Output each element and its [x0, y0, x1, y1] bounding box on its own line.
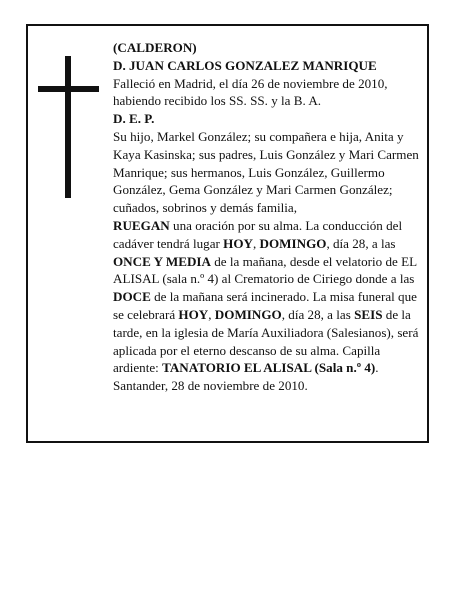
hoy-label: HOY — [223, 235, 253, 251]
hoy-label-2: HOY — [178, 306, 209, 322]
place-date: Santander, 28 de noviembre de 2010. — [113, 378, 308, 394]
deceased-name: D. JUAN CARLOS GONZALEZ MANRIQUE — [113, 57, 377, 73]
family-list: Su hijo, Markel González; su compañera e hija, Anita y Kaya Kasinska; sus padres, Luis González y Mari Carmen Manrique; sus hermanos, Luis González, Guillermo González, Gema González y Mari Carmen González; cuñados, sobrinos y demás familia, — [113, 128, 419, 216]
death-announcement: Falleció en Madrid, el día 26 de noviembre de 2010, habiendo recibido los SS. SS. y la B. A. — [113, 75, 388, 109]
doce-label: DOCE — [113, 289, 151, 305]
funeral-text-3: de la mañana, desde el velatorio de EL ALISAL (sala n.º 4) al Crematorio de Ciriego donde a las — [113, 253, 417, 287]
ruegan-label: RUEGAN — [113, 217, 170, 233]
domingo-label: DOMINGO — [259, 235, 327, 251]
funeral-text-1: una oración por su alma. La conducción del cadáver tendrá lugar — [113, 217, 403, 251]
funeral-details — [113, 217, 425, 377]
cross-icon-crossbar — [38, 86, 99, 92]
funeral-text-6: de la tarde, en la iglesia de María Auxiliadora (Salesianos), será aplicada por el eterno descanso de su alma. Capilla ardiente: — [113, 306, 419, 376]
surname-header: (CALDERON) — [113, 40, 197, 55]
separator: , — [252, 235, 260, 251]
domingo-label-2: DOMINGO — [214, 306, 282, 322]
separator-2: , — [208, 306, 215, 322]
funeral-text-5: , día 28, a las — [281, 306, 355, 322]
tanatorio-label: TANATORIO EL ALISAL (Sala n.º 4) — [162, 360, 376, 376]
funeral-text-4: de la mañana será incinerado. La misa funeral que se celebrará — [113, 289, 417, 322]
seis-label: SEIS — [354, 306, 383, 322]
funeral-text-2: , día 28, a las — [326, 235, 396, 251]
cross-icon — [65, 56, 71, 198]
once-y-media-label: ONCE Y MEDIA — [113, 253, 211, 269]
funeral-text-7: . — [375, 360, 379, 376]
rip-line: D. E. P. — [113, 111, 155, 127]
obituary-notice-text — [113, 39, 425, 395]
